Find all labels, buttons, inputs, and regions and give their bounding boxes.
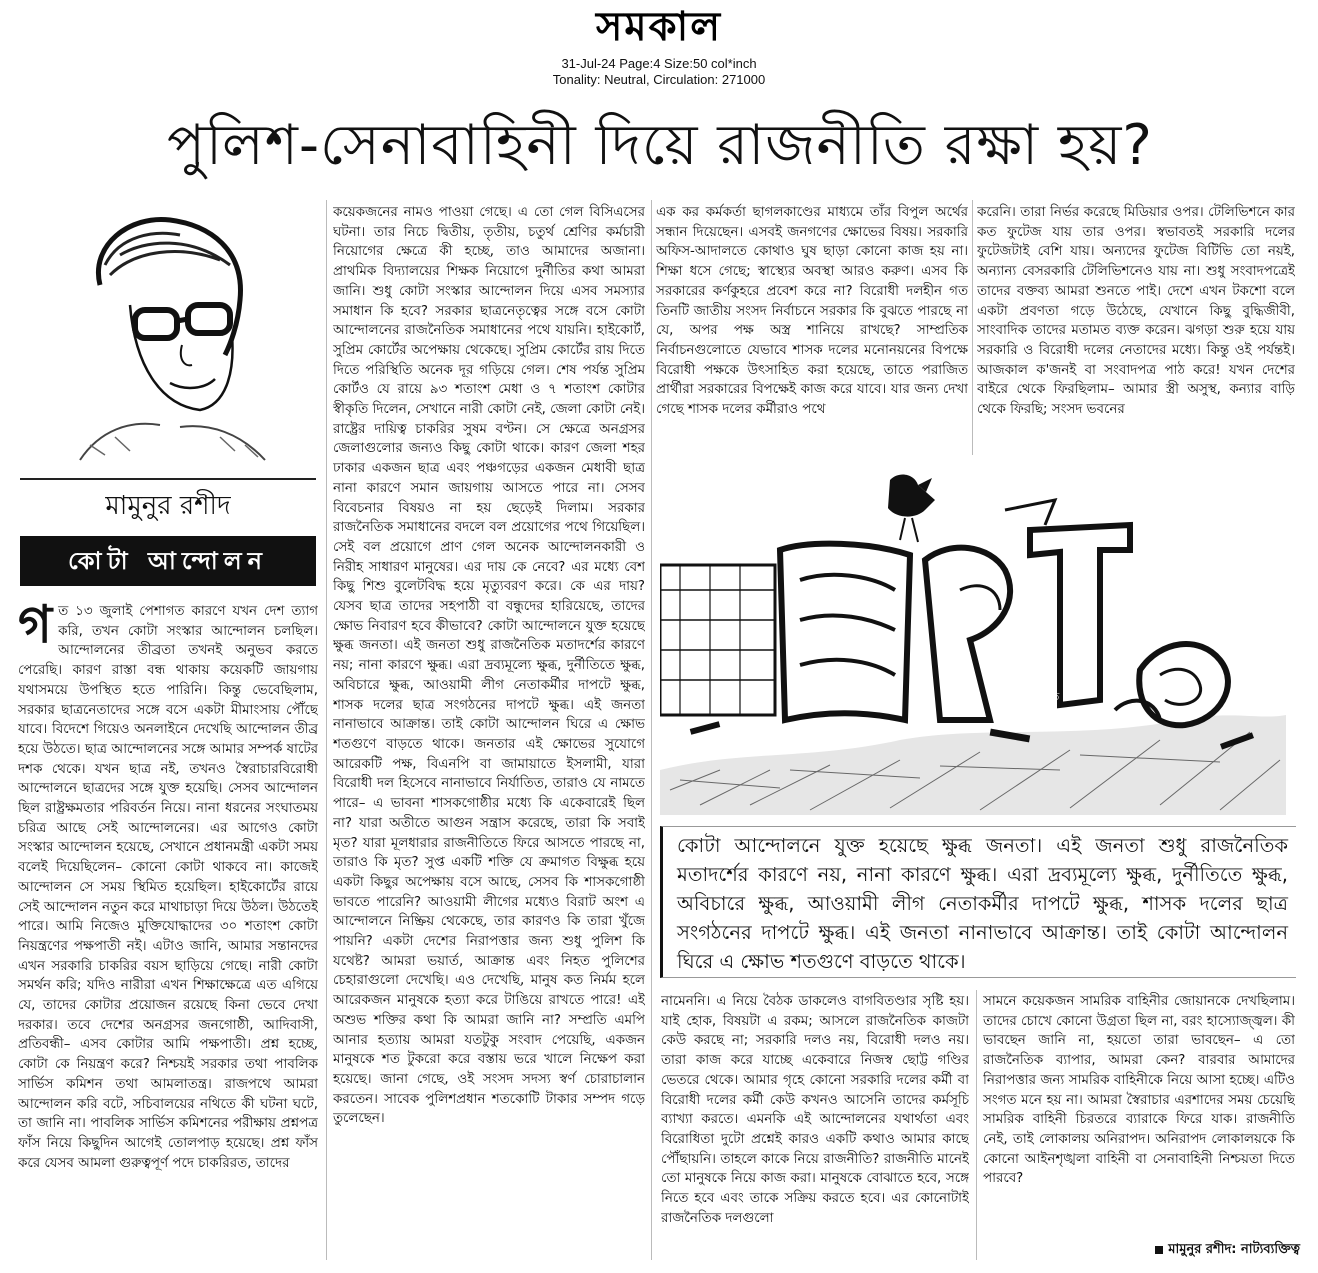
- article-column-4: [977, 203, 1295, 453]
- article-column-3: [656, 203, 968, 453]
- column-divider: [326, 200, 327, 1260]
- cartoon-word-part1: রাজ: [720, 692, 738, 703]
- article-column-5: [661, 992, 969, 1260]
- author-name: মামুনুর রশীদ: [105, 491, 231, 521]
- cartoon-word-part2: নীতি: [1040, 692, 1060, 703]
- column-3-text: এক কর কর্মকর্তা ছাগলকাণ্ডের মাধ্যমে তাঁর বিপুল অর্থের সন্ধান দিয়েছেন। এসবই জনগণের ক্ষোভের বিষয়। সরকারি অফিস-আদালতে কোথাও ঘুষ ছাড়া কোনো কাজ হয় না। শিক্ষা ধসে গেছে; স্বাস্থ্যের অবস্থা আরও করুণ। এসব কি সরকারের কর্ণকুহরে প্রবেশ করে না? বিরোধী দলহীন গত তিনটি জাতীয় সংসদ নির্বাচনে সরকার কি বুঝতে পারছে না যে, অপর পক্ষ অস্ত্র শানিয়ে রাখছে? সাম্প্রতিক নির্বাচনগুলোতে যেভাবে শাসক দলের মনোনয়নের বিপক্ষে বিরোধী পক্ষকে উৎসাহিত করা হয়েছে, তাতে পরাজিত প্রার্থীরা সরকারের বিপক্ষেই কাজ করে যাবে। যার জন্য দেখা গেছে শাসক দলের কর্মীরাও পথে: [656, 205, 968, 418]
- section-label: কোটা আন্দোলন: [20, 536, 316, 586]
- column-6-text: সামনে কয়েকজন সামরিক বাহিনীর জোয়ানকে দেখছিলাম। তাদের চোখে কোনো উগ্রতা ছিল না, বরং হাস্যোজ্জ্বল। কী ভাবছেন জানি না, হয়তো তারা ভাবছেন– এ তো রাজনৈতিক ব্যাপার, আমরা কেন? বারবার আমাদের নিরাপত্তার জন্য সামরিক বাহিনীকে নিয়ে আসা হচ্ছে। এটিও সংগত মনে হয় না। আমরা স্বৈরাচার এরশাদের সময় চেয়েছি সামরিক বাহিনী চিরতরে ব্যারাকে ফিরে যাক। রাজনীতি নেই, তাই লোকালয় অনিরাপদ। অনিরাপদ লোকালয়কে কি কোনো আইনশৃঙ্খলা বাহিনী বা সেনাবাহিনী নিশ্চয়তা দিতে পারবে?: [983, 994, 1295, 1187]
- article-column-1: [18, 602, 318, 1252]
- column-divider: [651, 200, 652, 1260]
- cartoon-illustration: [660, 470, 1286, 815]
- article-column-2: [333, 203, 645, 1263]
- column-divider: [976, 990, 977, 1260]
- column-4-text: করেনি। তারা নির্ভর করেছে মিডিয়ার ওপর। টেলিভিশনে কার কত ফুটেজ যায় তার ওপর। স্বভাবতই সরকারি দলের ফুটেজটাই বেশি যায়। অন্যদের ফুটেজ বিটিভি তো নয়ই, অন্যান্য বেসরকারি টেলিভিশনেও যায় না। শুধু সংবাদপত্রেই তাদের বক্তব্য আমরা শুনতে পাই। দেশে এখন টকশো বলে একটা প্রবণতা গড়ে উঠেছে, যেখানে কিছু বুদ্ধিজীবী, সাংবাদিক তাদের মতামত ব্যক্ত করেন। ঝগড়া শুরু হয়ে যায় সরকারি ও বিরোধী দলের নেতাদের মধ্যে। কিন্তু ওই পর্যন্তই। আজকাল ক'জনই বা সংবাদপত্র পাঠ করে! যখন দেশের বাইরে থেকে ফিরছিলাম– আমার স্ত্রী অসুস্থ, কন্যার বাড়ি থেকে ফিরছি; সংসদ ভবনের: [977, 205, 1295, 418]
- footer-byline: [1100, 1238, 1300, 1262]
- column-divider: [972, 200, 973, 455]
- column-2-text: কয়েকজনের নামও পাওয়া গেছে। এ তো গেল বিসিএসের ঘটনা। তার নিচে দ্বিতীয়, তৃতীয়, চতুর্থ শ্রেণির কর্মচারী নিয়োগের ক্ষেত্রে কী হচ্ছে, তাও আমাদের অজানা। প্রাথমিক বিদ্যালয়ের শিক্ষক নিয়োগে দুর্নীতির কথা আমরা জানি। শুধু কোটা সংস্কার আন্দোলন দিয়ে এসব সমস্যার সমাধান কি হবে? সরকার ছাত্রনেতৃত্বের সঙ্গে বসে কোটা আন্দোলনের রাজনৈতিক সমাধানের পথে যায়নি। হাইকোর্ট, সুপ্রিম কোর্টের অপেক্ষায় থেকেছে। সুপ্রিম কোর্টের রায় দিতে দিতে পরিস্থিতি অনেক দূর গড়িয়ে গেল। শেষ পর্যন্ত সুপ্রিম কোর্টও যে রায়ে ৯৩ শতাংশ মেধা ও ৭ শতাংশ কোটার স্বীকৃতি দিলেন, সেখানে নারী কোটা নেই, জেলা কোটা নেই। রাষ্ট্রের দায়িত্ব চাকরির সুষম বণ্টন। সে ক্ষেত্রে অনগ্রসর জেলাগুলোর জন্যও কিছু কোটা থাকে। কারণ জেলা শহর ঢাকার একজন ছাত্র এবং পঞ্চগড়ের একজন মেধাবী ছাত্র নানা কারণে সমান জায়গায় আসতে পারে না। সেসব বিবেচনার বিষয়ও না হয় ছেড়েই দিলাম। সরকার রাজনৈতিক সমাধানের বদলে বল প্রয়োগের পথে গিয়েছিল। সেই বল প্রয়োগে প্রাণ গেল অনেক আন্দোলনকারী ও নিরীহ সাধারণ মানুষের। এর দায় কে নেবে? এর মধ্যে বেশ কিছু শিশু বুলেটবিদ্ধ হয়ে মৃত্যুবরণ করে। কে এর দায়? যেসব ছাত্র তাদের সহপাঠী বা বন্ধুদের হারিয়েছে, তাদের ক্ষোভ নিবারণ হবে কীভাবে? কোটা আন্দোলনে যুক্ত হয়েছে ক্ষুব্ধ জনতা। এই জনতা শুধু রাজনৈতিক মতাদর্শের কারণে নয়; নানা কারণে ক্ষুব্ধ। এরা দ্রব্যমূল্যে ক্ষুব্ধ, দুর্নীতিতে ক্ষুব্ধ, অবিচারে ক্ষুব্ধ, আওয়ামী লীগ নেতাকর্মীর দাপটে ক্ষুব্ধ, শাসক দলের ছাত্র সংগঠনের দাপটে ক্ষুব্ধ। এই জনতা নানাভাবে আক্রান্ত। তাই কোটা আন্দোলন ঘিরে এ ক্ষোভ শতগুণে বাড়তে থাকে। জনতার এই ক্ষোভের সুযোগে আরেকটি পক্ষ, বিএনপি বা জামায়াতে ইসলামী, যারা বিরোধী দল হিসেবে নানাভাবে নির্যাতিত, তারাও যে নামতে পারে– এ ভাবনা শাসকগোষ্ঠীর মধ্যে কি একেবারেই ছিল না? যারা অতীতে আগুন সন্ত্রাস করেছে, তারা কি সবাই মৃত? যারা মূলধারার রাজনীতিতে ফিরে আসতে পারছে না, তারাও কি মৃত? সুপ্ত একটি শক্তি যে ক্রমাগত বিক্ষুব্ধ হয়ে একটা কিছুর অপেক্ষায় বসে আছে, সেসব কি শাসকগোষ্ঠী ভাবতে পারেনি? আওয়ামী লীগের মধ্যেও বিরাট অংশ এ আন্দোলনে নিষ্ক্রিয় থেকেছে, তার কারণও কি তারা খুঁজে পায়নি? একটা দেশের নিরাপত্তার জন্য শুধু পুলিশ কি যথেষ্ট? আমরা ভয়ার্ত, আক্রান্ত এবং নিহত পুলিশের চেহারাগুলো দেখেছি। এও দেখেছি, মানুষ কত নির্মম হলে আরেকজন মানুষকে হত্যা করে টাঙিয়ে রাখতে পারে! এই অশুভ শক্তির কথা কি আমরা জানি না? সম্প্রতি এমপি আনার হত্যায় আমরা যতটুকু সংবাদ পেয়েছি, একজন মানুষকে শত টুকরো করে বস্তায় ভরে খালে নিক্ষেপ করা হয়েছে। জানা গেছে, ওই সংসদ সদস্য স্বর্ণ চোরাচালান করতেন। সাবেক পুলিশপ্রধান শতকোটি টাকার সম্পদ গড়ে তুলেছেন।: [333, 205, 645, 1127]
- masthead: [0, 0, 1318, 95]
- clipping-meta-line1: 31-Jul-24 Page:4 Size:50 col*inch: [561, 56, 757, 71]
- clipping-meta-line2: Tonality: Neutral, Circulation: 271000: [552, 72, 766, 87]
- footer-byline-text: মামুনুর রশীদ: নাট্যব্যক্তিত্ব: [1168, 1242, 1300, 1257]
- author-divider: [20, 478, 316, 480]
- article-headline: পুলিশ-সেনাবাহিনী দিয়ে রাজনীতি রক্ষা হয়?: [166, 113, 1154, 178]
- author-portrait-sketch: [60, 205, 270, 465]
- newspaper-name: সমকাল: [595, 4, 723, 50]
- square-bullet-icon: [1155, 1246, 1163, 1254]
- article-column-6: [983, 992, 1295, 1260]
- column-1-text: ত ১৩ জুলাই পেশাগত কারণে যখন দেশ ত্যাগ করি, তখন কোটা সংস্কার আন্দোলন চলছিল। আন্দোলনের তীব্রতা তখনই অনুভব করতে পেরেছি। কারণ রাস্তা বন্ধ থাকায় কয়েকটি জায়গায় যথাসময়ে উপস্থিত হতে পারিনি। কিন্তু ভেবেছিলাম, সরকার ছাত্রনেতাদের সঙ্গে বসে একটা মীমাংসায় পৌঁছে যাবে। বিদেশে গিয়েও অনলাইনে দেখেছি আন্দোলন তীব্র হয়ে উঠতে। ছাত্র আন্দোলনের সঙ্গে আমার সম্পর্ক ষাটের দশক থেকে। যখন ছাত্র নই, তখনও স্বৈরাচারবিরোধী আন্দোলনে ছাত্রদের সঙ্গে যুক্ত হয়েছি। সেসব আন্দোলন ছিল রাষ্ট্রক্ষমতার পরিবর্তন নিয়ে। নানা ধরনের সংঘাতময় চরিত্র আছে সেই আন্দোলনের। এর আগেও কোটা সংস্কার আন্দোলন হয়েছে, সেখানে প্রধানমন্ত্রী একটা সময় বলেই দিয়েছিলেন– কোনো কোটা থাকবে না। কাজেই আন্দোলন সে সময় স্থিমিত হয়েছিল। হাইকোর্টের রায়ে সেই আন্দোলন নতুন করে মাথাচাড়া দিয়ে উঠল। উঠতেই পারে। আমি নিজেও মুক্তিযোদ্ধাদের ৩০ শতাংশ কোটা নিয়ন্ত্রণের পক্ষপাতী নই। এটাও জানি, আমার সন্তানদের এখন সরকারি চাকরির বয়স ছাড়িয়ে গেছে। নারী কোটা সমর্থন করি; যদিও নারীরা এখন শিক্ষাক্ষেত্রে এত এগিয়ে যে, তাদের কোটার প্রয়োজন রয়েছে কিনা ভেবে দেখা দরকার। তবে দেশের অনগ্রসর জনগোষ্ঠী, আদিবাসী, প্রতিবন্ধী– এসব কোটার আমি পক্ষপাতী। প্রশ্ন হচ্ছে, কোটা কে নিয়ন্ত্রণ করে? নিশ্চয়ই সরকার তথা পাবলিক সার্ভিস কমিশন তথা আমলাতন্ত্র। রাজপথে আমরা আন্দোলন করি বটে, সচিবালয়ের নথিতে কী ঘটনা ঘটে, তা জানি না। পাবলিক সার্ভিস কমিশনের পরীক্ষায় প্রশ্নপত্র ফাঁস নিয়ে কিছুদিন আগেই তোলপাড় হয়েছে। প্রশ্ন ফাঁস করে যেসব আমলা গুরুত্বপূর্ণ পদে চাকরিরত, তাদের: [18, 604, 318, 1171]
- drop-cap: গ: [18, 602, 53, 655]
- pull-quote: কোটা আন্দোলনে যুক্ত হয়েছে ক্ষুব্ধ জনতা। এই জনতা শুধু রাজনৈতিক মতাদর্শের কারণে নয়, নানা কারণে ক্ষুব্ধ। এরা দ্রব্যমূল্যে ক্ষুব্ধ, দুর্নীতিতে ক্ষুব্ধ, অবিচারে ক্ষুব্ধ, আওয়ামী লীগ নেতাকর্মীর দাপটে ক্ষুব্ধ, শাসক দলের ছাত্র সংগঠনের দাপটে ক্ষুব্ধ। এই জনতা নানাভাবে আক্রান্ত। তাই কোটা আন্দোলন ঘিরে এ ক্ষোভ শতগুণে বাড়তে থাকে।: [660, 826, 1296, 978]
- column-5-text: নামেননি। এ নিয়ে বৈঠক ডাকলেও বাগবিতণ্ডার সৃষ্টি হয়। যাই হোক, বিষয়টা এ রকম; আসলে রাজনৈতিক কাজটা কেউ করছে না; সরকারি দলও নয়, বিরোধী দলও নয়। তারা কাজ করে যাচ্ছে একেবারে নিজস্ব ছোট্ট গণ্ডির ভেতরে থেকে। আমার গৃহে কোনো সরকারি দলের কর্মী বা বিরোধী দলের কর্মী কেউ কখনও আসেনি তাদের কর্মসূচি ব্যাখ্যা করতে। এমনকি এই আন্দোলনের যথার্থতা এবং বিরোধিতা দুটো প্রশ্নেই কারও একটি কথাও আমার কাছে পৌঁছায়নি। তাহলে কাকে নিয়ে রাজনীতি? রাজনীতি মানেই তো মানুষকে নিয়ে কাজ করা। মানুষকে বোঝাতে হবে, সঙ্গে নিতে হবে এবং তাকে সক্রিয় করতে হবে। এর কোনোটাই রাজনৈতিক দলগুলো: [661, 994, 969, 1226]
